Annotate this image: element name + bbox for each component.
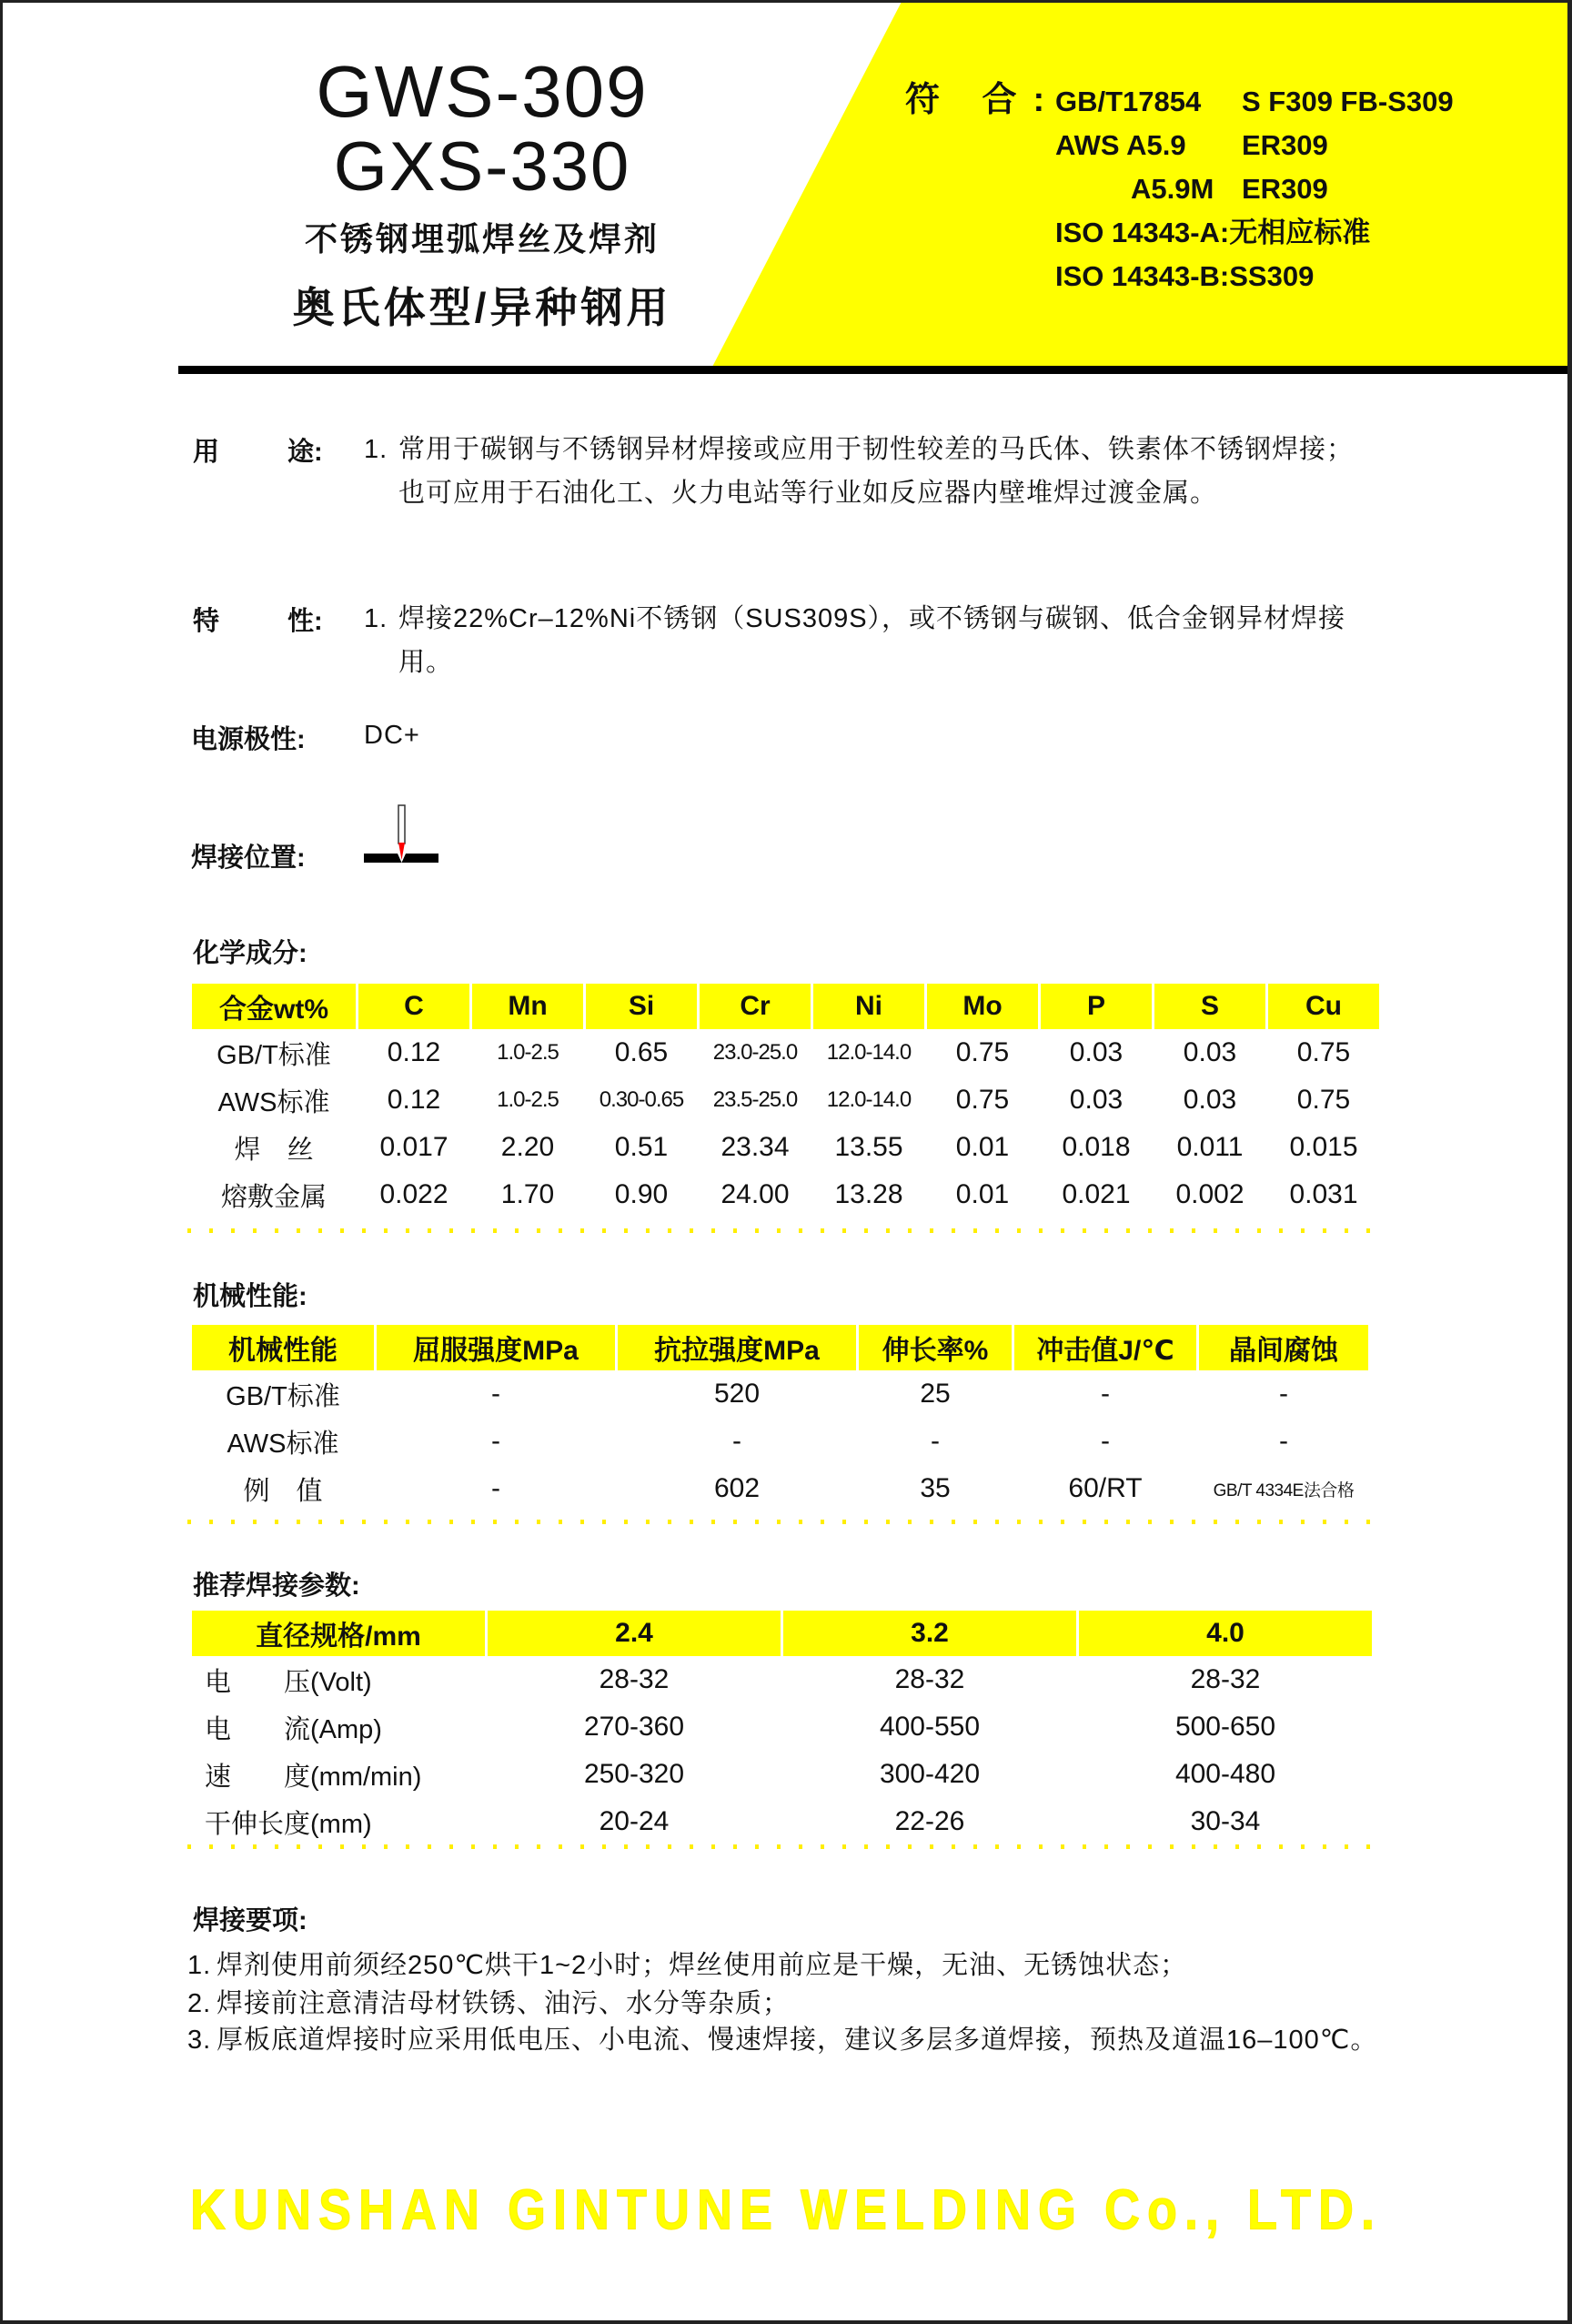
- table-row: AWS标准 0.12 1.0-2.5 0.30-0.65 23.5-25.0 12.0-14.0 0.75 0.03 0.03 0.75: [217, 1085, 1351, 1117]
- mechanical-header-row: [192, 1325, 1368, 1370]
- company-name-footer: KUNSHAN GINTUNE WELDING Co., LTD.: [190, 2178, 1382, 2242]
- conformance-line: A5.9M ER309: [1131, 173, 1328, 205]
- col-header: Cr: [700, 984, 811, 1029]
- chemistry-title: 化学成分:: [193, 939, 307, 968]
- col-header: 伸长率%: [859, 1325, 1012, 1370]
- conformance-line: ISO 14343-B:SS309: [1055, 260, 1315, 292]
- features-label-b: 性:: [287, 607, 323, 636]
- col-header: 机械性能: [192, 1325, 374, 1370]
- model-name-flux: GXS-330: [333, 128, 631, 206]
- conformance-label: 符 合:: [905, 81, 1062, 119]
- table-row: AWS标准 - - - - -: [227, 1426, 1288, 1459]
- parameters-title: 推荐焊接参数:: [193, 1571, 360, 1601]
- table-row: 干伸长度(mm) 20-24 22-26 30-34: [205, 1806, 1261, 1839]
- col-header: 合金wt%: [192, 984, 356, 1029]
- usage-label-a: 用: [193, 438, 220, 467]
- col-header: Mo: [927, 984, 1038, 1029]
- col-header: Mn: [472, 984, 583, 1029]
- usage-paragraph: 1. 常用于碳钢与不锈钢异材焊接或应用于韧性较差的马氏体、铁素体不锈钢焊接；也可应用于石油化工、火力电站等行业如反应器内壁堆焊过渡金属。: [364, 435, 1355, 508]
- col-header: 抗拉强度MPa: [618, 1325, 856, 1370]
- conformance-line: ISO 14343-A:无相应标准: [1055, 217, 1371, 248]
- col-header: P: [1041, 984, 1152, 1029]
- flat-position-weld-icon: [364, 801, 446, 874]
- features-label-a: 特: [193, 607, 220, 636]
- table-row: 速 度(mm/min) 250-320 300-420 400-480: [205, 1759, 1276, 1792]
- polarity-label: 电源极性:: [191, 725, 306, 754]
- notes-title: 焊接要项:: [193, 1906, 307, 1935]
- table-row: GB/T标准 - 520 25 - -: [226, 1379, 1288, 1411]
- features-paragraph: 1. 焊接22%Cr–12%Ni不锈钢（SUS309S），或不锈钢与碳钢、低合金钢异材焊接用。: [364, 604, 1346, 677]
- table-row: 熔敷金属 0.022 1.70 0.90 24.00 13.28 0.01 0.021 0.002 0.031: [220, 1179, 1358, 1212]
- col-header: 直径规格/mm: [192, 1611, 485, 1656]
- conformance-line: GB/T17854 S F309 FB-S309: [1055, 86, 1454, 117]
- col-header: C: [358, 984, 469, 1029]
- table-row: 电 流(Amp) 270-360 400-550 500-650: [205, 1712, 1276, 1744]
- col-header: 冲击值J/℃: [1014, 1325, 1196, 1370]
- col-header: 4.0: [1079, 1611, 1372, 1656]
- table-row: GB/T标准 0.12 1.0-2.5 0.65 23.0-25.0 12.0-14.0 0.75 0.03 0.03 0.75: [217, 1037, 1351, 1070]
- conformance-line: AWS A5.9 ER309: [1055, 129, 1328, 161]
- col-header: 2.4: [488, 1611, 781, 1656]
- col-header: 屈服强度MPa: [377, 1325, 615, 1370]
- usage-label-b: 途:: [287, 438, 323, 467]
- table-row: 焊 丝 0.017 2.20 0.51 23.34 13.55 0.01 0.018 0.011 0.015: [234, 1132, 1358, 1165]
- mechanical-table: [189, 1325, 1371, 1512]
- position-label: 焊接位置:: [191, 844, 306, 873]
- model-name-wire: GWS-309: [316, 51, 649, 132]
- polarity-value: DC+: [364, 721, 420, 750]
- chemistry-table: [189, 984, 1382, 1218]
- product-application: 奥氏体型/异种钢用: [292, 284, 672, 331]
- table-row: 例 值 - 602 35 60/RT GB/T 4334E法合格: [243, 1473, 1355, 1506]
- note-item: 2. 焊接前注意清洁母材铁锈、油污、水分等杂质；: [187, 1989, 791, 2018]
- parameters-table: [189, 1611, 1375, 1845]
- col-header: Si: [586, 984, 697, 1029]
- col-header: Cu: [1268, 984, 1379, 1029]
- chemistry-header-row: [192, 984, 1379, 1029]
- col-header: 3.2: [783, 1611, 1076, 1656]
- col-header: Ni: [813, 984, 924, 1029]
- title-block: [218, 53, 746, 335]
- parameters-header-row: [192, 1611, 1372, 1656]
- table-row: 电 压(Volt) 28-32 28-32 28-32: [205, 1664, 1261, 1697]
- mechanical-title: 机械性能:: [193, 1282, 307, 1311]
- product-subtitle: 不锈钢埋弧焊丝及焊剂: [304, 220, 660, 258]
- col-header: 晶间腐蚀: [1199, 1325, 1368, 1370]
- dotted-divider: [187, 1520, 1381, 1524]
- dotted-divider: [187, 1228, 1381, 1233]
- col-header: S: [1154, 984, 1265, 1029]
- note-item: 3. 厚板底道焊接时应采用低电压、小电流、慢速焊接，建议多层多道焊接，预热及道温16–100℃。: [187, 2026, 1378, 2055]
- dotted-divider: [187, 1844, 1381, 1849]
- note-item: 1. 焊剂使用前须经250℃烘干1~2小时；焊丝使用前应是干燥，无油、无锈蚀状态；: [187, 1951, 1188, 1980]
